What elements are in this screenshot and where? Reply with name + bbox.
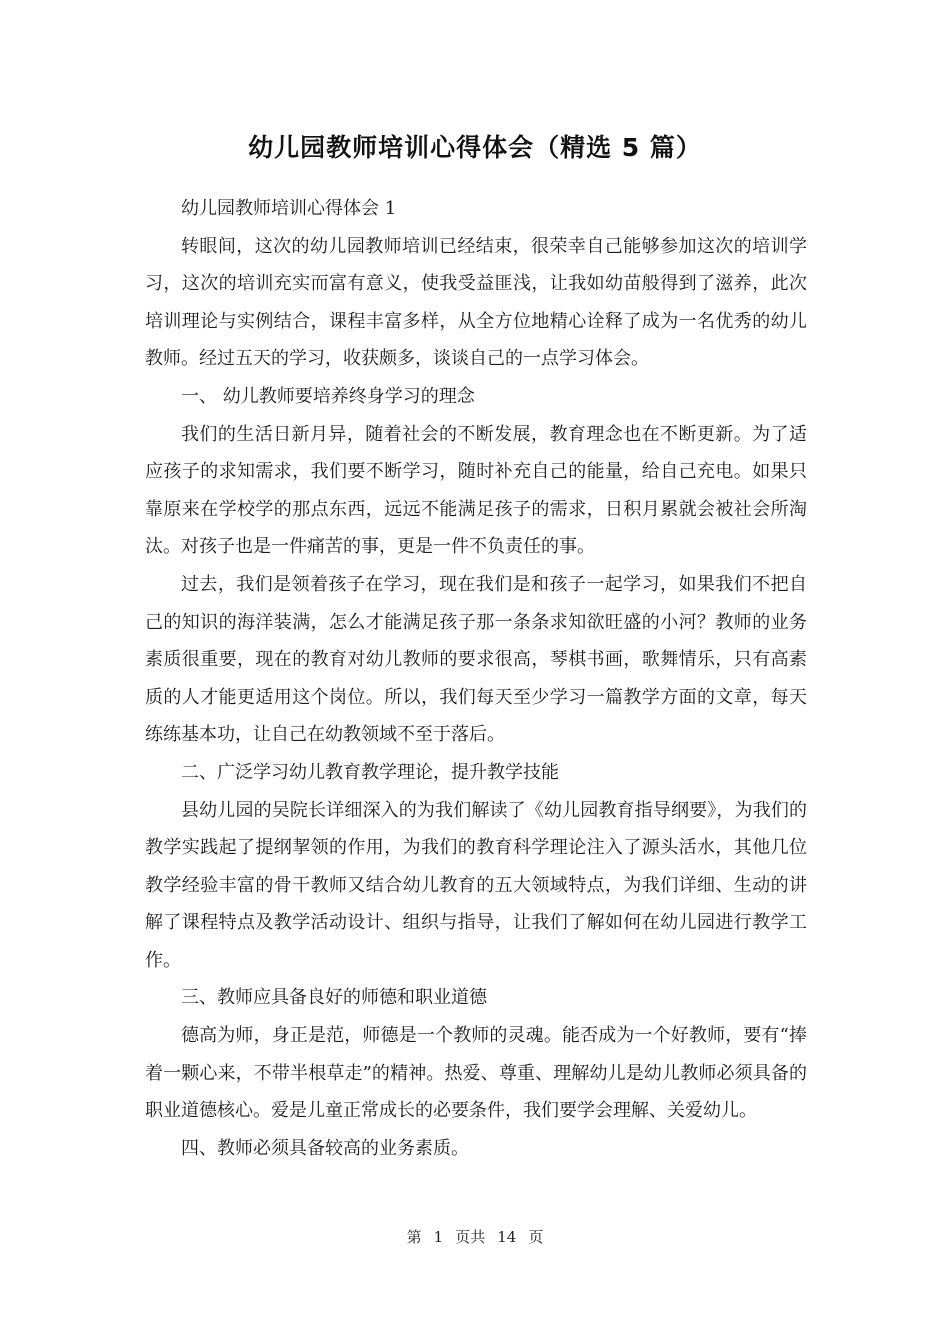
- paragraph: 我们的生活日新月异，随着社会的不断发展，教育理念也在不断更新。为了适应孩子的求知需求，我们要不断学习，随时补充自己的能量，给自己充电。如果只靠原来在学校学的那点东西，远远不能满足孩子的需求，日积月累就会被社会所淘汰。对孩子也是一件痛苦的事，更是一件不负责任的事。: [145, 423, 807, 558]
- document-body: [145, 190, 807, 1167]
- footer-middle: 页共: [455, 1228, 486, 1246]
- page-total: 14: [497, 1228, 517, 1246]
- section-heading: 幼儿园教师培训心得体会 1: [181, 198, 397, 219]
- subsection-heading: 二、广泛学习幼儿教育教学理论，提升教学技能: [181, 761, 559, 783]
- paragraph: 德高为师，身正是范，师德是一个教师的灵魂。能否成为一个好教师，要有“捧着一颗心来，不带半根草走”的精神。热爱、尊重、理解幼儿是幼儿教师必须具备的职业道德核心。爱是儿童正常成长的必要条件，我们要学会理解、关爱幼儿。: [145, 1025, 807, 1122]
- subsection-heading: 一、 幼儿教师要培养终身学习的理念: [181, 385, 475, 407]
- page-number: 1: [433, 1228, 444, 1246]
- paragraph: 县幼儿园的吴院长详细深入的为我们解读了《幼儿园教育指导纲要》，为我们的教学实践起了提纲挈领的作用，为我们的教育科学理论注入了源头活水，其他几位教学经验丰富的骨干教师又结合幼儿教育的五大领域特点，为我们详细、生动的讲解了课程特点及教学活动设计、组织与指导，让我们了解如何在幼儿园进行教学工作。: [145, 799, 807, 971]
- paragraph: 转眼间，这次的幼儿园教师培训已经结束，很荣幸自己能够参加这次的培训学习，这次的培训充实而富有意义，使我受益匪浅，让我如幼苗般得到了滋养，此次培训理论与实例结合，课程丰富多样，从全方位地精心诠释了成为一名优秀的幼儿教师。经过五天的学习，收获颇多，谈谈自己的一点学习体会。: [145, 235, 807, 370]
- subsection-heading: 三、教师应具备良好的师德和职业道德: [181, 987, 487, 1009]
- document-title: 幼儿园教师培训心得体会（精选 5 篇）: [248, 133, 702, 162]
- footer-prefix: 第: [406, 1228, 422, 1246]
- subsection-heading: 四、教师必须具备较高的业务素质。: [181, 1137, 469, 1159]
- footer-suffix: 页: [528, 1228, 544, 1246]
- paragraph: 过去，我们是领着孩子在学习，现在我们是和孩子一起学习，如果我们不把自己的知识的海洋装满，怎么才能满足孩子那一条条求知欲旺盛的小河？教师的业务素质很重要，现在的教育对幼儿教师的要求很高，琴棋书画，歌舞情乐，只有高素质的人才能更适用这个岗位。所以，我们每天至少学习一篇教学方面的文章，每天练练基本功，让自己在幼教领域不至于落后。: [145, 573, 807, 746]
- page-footer: [0, 1226, 950, 1247]
